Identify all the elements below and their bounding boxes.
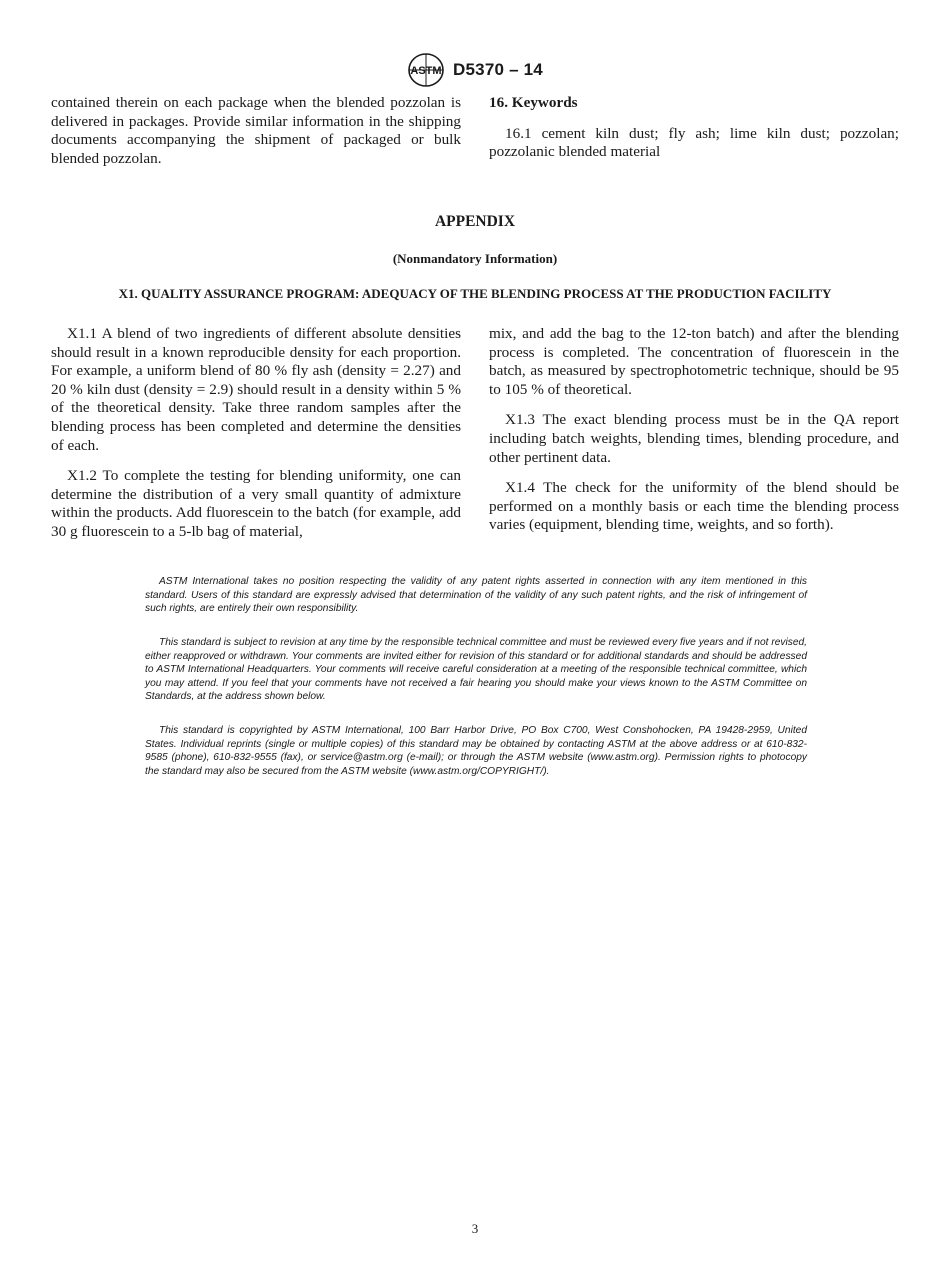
page-number: 3 — [471, 1221, 479, 1236]
revision-notice: This standard is subject to revision at any time by the responsible technical committee and must be reviewed every five years and if not revised, either reapproved or withdrawn. Your comments are invited either for revision of this standard or for additional standards and should be addressed to ASTM International Headquarters. Your comments will receive careful consideration at a meeting of the responsible technical committee, which you may attend. If you feel that your comments have not received a fair hearing you should make your views known to the ASTM Committee on Standards, at the address shown below. — [145, 637, 807, 703]
copyright-notice: This standard is copyrighted by ASTM International, 100 Barr Harbor Drive, PO Box C700, West Conshohocken, PA 19428-2959, United States. Individual reprints (single or multiple copies) of this standard may be obtained by contacting ASTM at the above address or at 610-832-9585 (phone), 610-832-9555 (fax), or service@astm.org (e-mail); or through the ASTM website (www.astm.org). Permission rights to photocopy the standard may also be secured from the ASTM website (www.astm.org/COPYRIGHT/). — [145, 725, 807, 777]
astm-logo — [407, 52, 445, 88]
body-left-column — [51, 325, 461, 542]
paragraph-x1-2: X1.2 To complete the testing for blending uniformity, one can determine the distribution of a very small quantity of admixture within the products. Add fluorescein to the batch (for example, add 30 g fluorescein to a 5-lb bag of material, — [51, 467, 461, 540]
appendix-title: APPENDIX — [434, 213, 516, 230]
logo-text: ASTM — [410, 65, 442, 77]
body-right-column — [489, 325, 899, 535]
paragraph-x1-1: X1.1 A blend of two ingredients of different absolute densities should result in a known reproducible density for each proportion. For example, a uniform blend of 80 % fly ash (density = 2.27) and 20 % kiln dust (density = 2.9) should result in a density within 5 % of the theoretical density. Take three random samples after the blending process has been completed and determine the densities of each. — [51, 325, 461, 454]
appendix-subtitle: (Nonmandatory Information) — [392, 251, 558, 266]
paragraph-x1-2-continued: mix, and add the bag to the 12-ton batch) and after the blending process is completed. The concentration of fluorescein in the batch, as measured by spectrophotometric technique, should be 95 to 105 % of theoretical. — [489, 325, 899, 398]
keywords-section — [489, 94, 899, 162]
continued-paragraph: contained therein on each package when the blended pozzolan is delivered in packages. Provide similar information in the shipping documents accompanying the shipment of packaged or bulk blended pozzolan. — [51, 94, 461, 167]
document-id: D5370 – 14 — [453, 60, 543, 79]
keywords-text: 16.1 cement kiln dust; fly ash; lime kiln dust; pozzolan; pozzolanic blended material — [489, 124, 899, 161]
keywords-heading: 16. Keywords — [489, 94, 578, 111]
section-title: X1. QUALITY ASSURANCE PROGRAM: ADEQUACY OF THE BLENDING PROCESS AT THE PRODUCTION FACILITY — [118, 286, 832, 301]
paragraph-x1-4: X1.4 The check for the uniformity of the blend should be performed on a monthly basis or each time the blending process varies (equipment, blending time, weights, and so forth). — [489, 479, 899, 534]
top-left-column — [51, 94, 461, 168]
page-header — [0, 52, 950, 88]
patent-notice: ASTM International takes no position respecting the validity of any patent rights asserted in connection with any item mentioned in this standard. Users of this standard are expressly advised that determination of the validity of any such patent rights, and the risk of infringement of such rights, are entirely their own responsibility. — [145, 576, 807, 615]
paragraph-x1-3: X1.3 The exact blending process must be in the QA report including batch weights, blending times, blending procedure, and other pertinent data. — [489, 411, 899, 466]
